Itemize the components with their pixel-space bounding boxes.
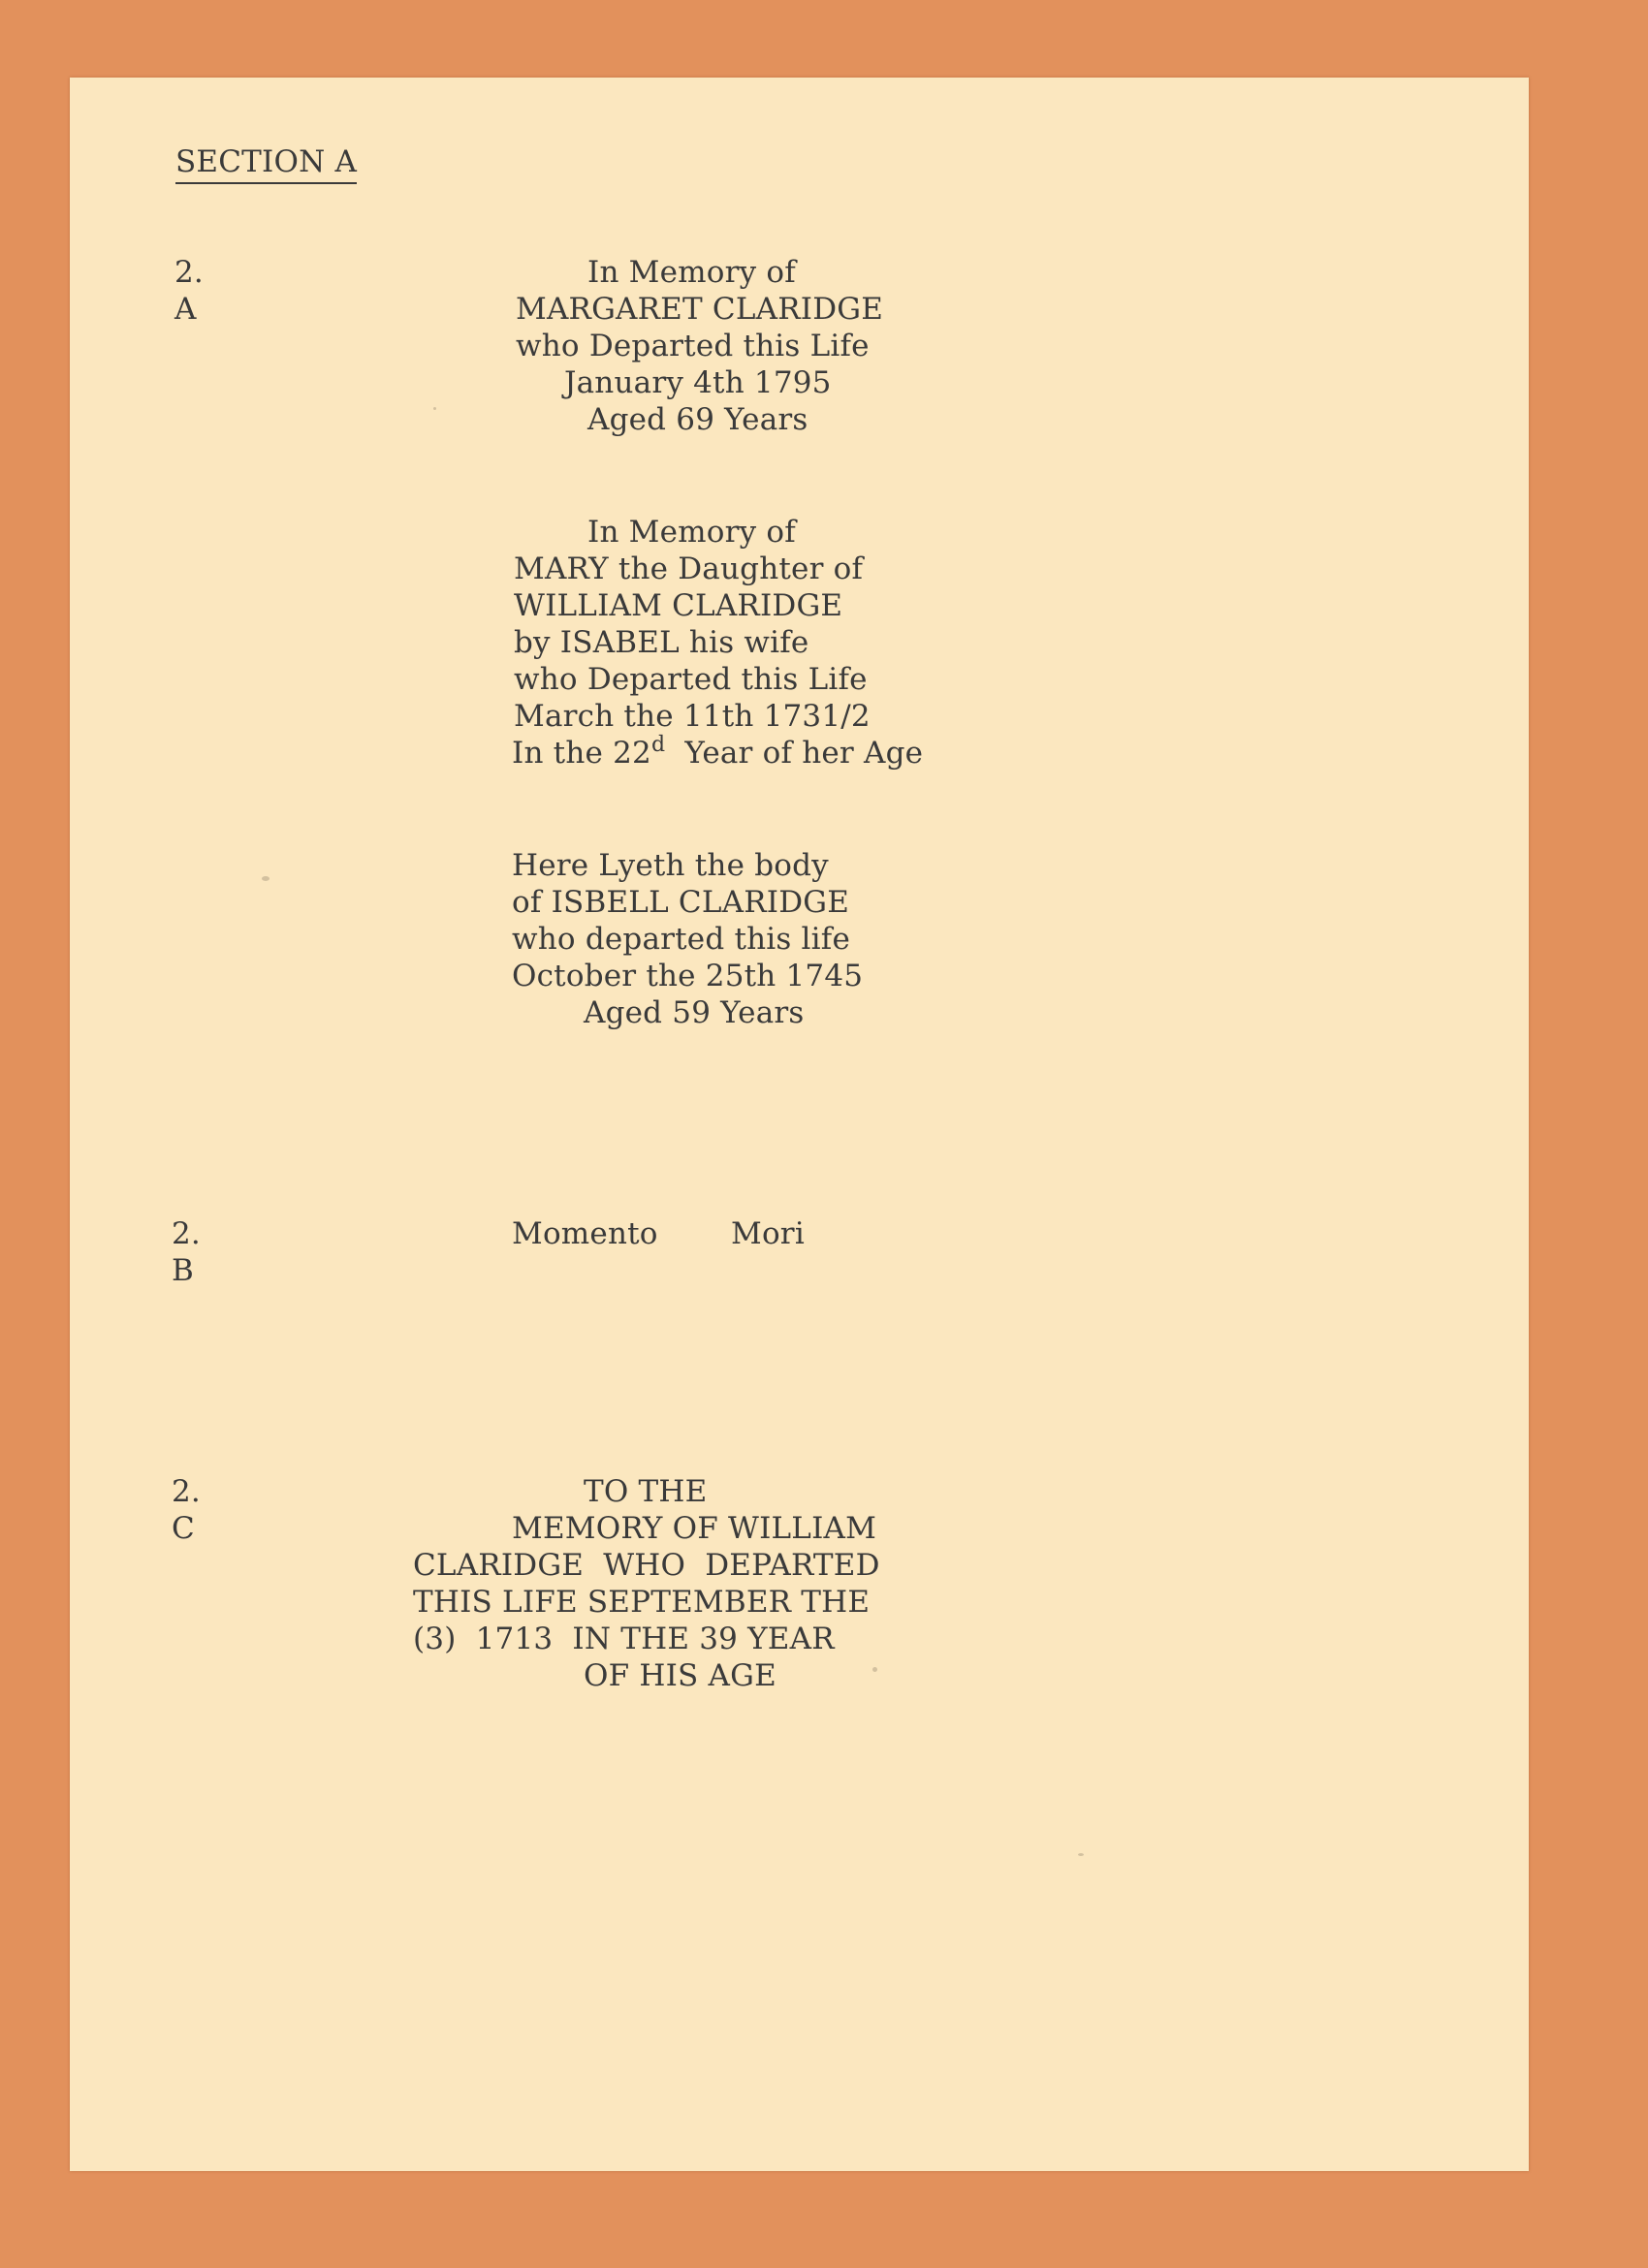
inscription-line: In Memory of: [587, 515, 796, 550]
inscription-line: Momento: [512, 1216, 658, 1251]
inscription-line-part: Year of her Age: [684, 736, 924, 771]
ordinal-superscript: d: [650, 733, 666, 757]
inscription-line: of ISBELL CLARIDGE: [512, 885, 850, 920]
entry-number: 2.: [172, 1216, 201, 1251]
inscription-line: CLARIDGE WHO DEPARTED: [413, 1548, 880, 1583]
entry-letter: A: [174, 292, 197, 327]
inscription-line: January 4th 1795: [564, 365, 832, 400]
inscription-line: October the 25th 1745: [512, 959, 864, 993]
inscription-line: who Departed this Life: [514, 662, 868, 697]
inscription-line: Mori: [731, 1216, 805, 1251]
inscription-line: March the 11th 1731/2: [514, 699, 871, 734]
inscription-line: THIS LIFE SEPTEMBER THE: [413, 1585, 871, 1620]
inscription-line: MARY the Daughter of: [514, 551, 864, 586]
inscription-line: (3) 1713 IN THE 39 YEAR: [413, 1622, 835, 1656]
inscription-line: MARGARET CLARIDGE: [516, 292, 884, 327]
entry-letter: C: [172, 1511, 195, 1546]
inscription-line: Here Lyeth the body: [512, 848, 829, 883]
section-heading: SECTION A: [175, 143, 357, 184]
document-page: [70, 78, 1529, 2171]
paper-speck: [872, 1667, 877, 1672]
spacer: [665, 736, 684, 771]
paper-speck: [262, 876, 269, 881]
inscription-line: who departed this life: [512, 922, 851, 957]
inscription-line: Aged 59 Years: [584, 995, 805, 1030]
inscription-line: MEMORY OF WILLIAM: [512, 1511, 877, 1546]
inscription-line: In Memory of: [587, 255, 796, 290]
inscription-line: who Departed this Life: [516, 329, 870, 363]
inscription-line: Aged 69 Years: [587, 402, 808, 437]
entry-number: 2.: [172, 1474, 201, 1509]
entry-number: 2.: [174, 255, 204, 290]
inscription-line: TO THE: [584, 1474, 708, 1509]
paper-speck: [1078, 1853, 1084, 1856]
entry-letter: B: [172, 1253, 194, 1288]
inscription-line-part: In the 22: [512, 736, 651, 771]
inscription-line: WILLIAM CLARIDGE: [514, 588, 843, 623]
inscription-line-with-superscript: [512, 735, 923, 772]
inscription-line: by ISABEL his wife: [514, 625, 809, 660]
inscription-line: OF HIS AGE: [584, 1658, 776, 1693]
paper-speck: [433, 407, 436, 410]
